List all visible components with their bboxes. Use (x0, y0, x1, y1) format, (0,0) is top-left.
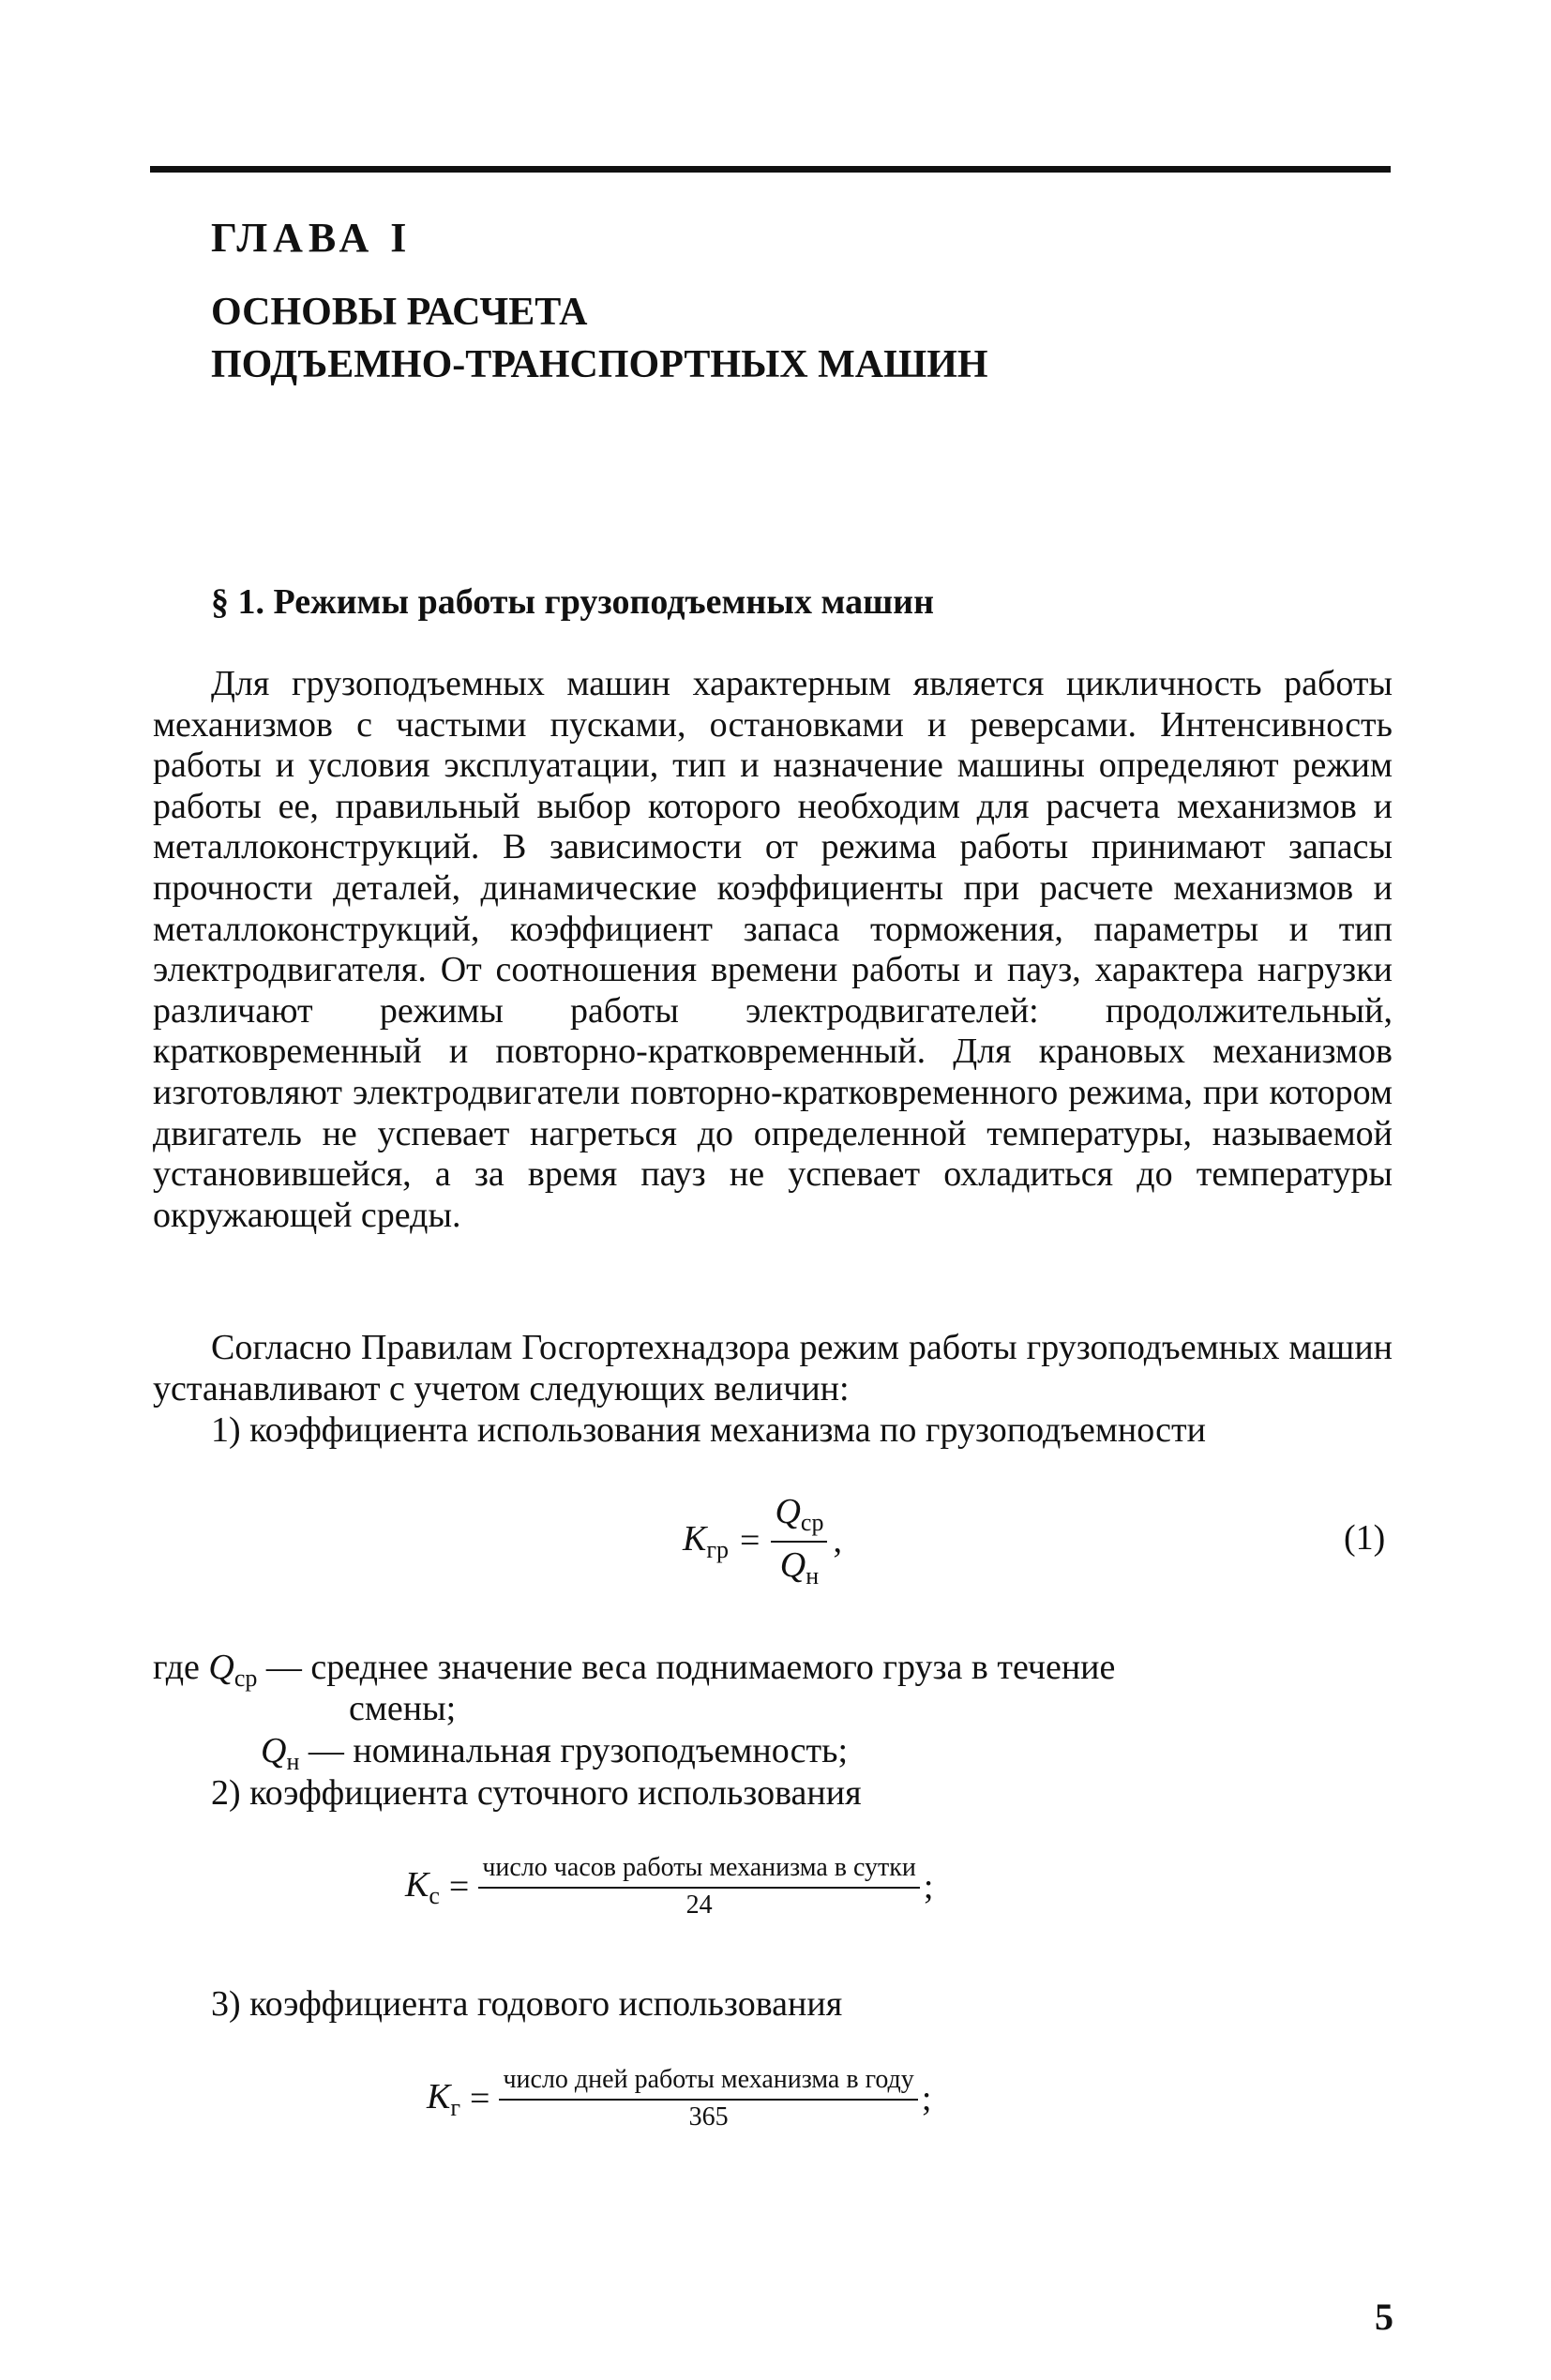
where-word: где (153, 1648, 200, 1687)
where-qnom-desc: — номинальная грузоподъемность; (308, 1731, 849, 1770)
equals-sign: = (470, 2079, 490, 2118)
formula-2-numerator: число часов работы механизма в сутки (478, 1853, 920, 1889)
paragraph-1-text: Для грузоподъемных машин характерным является цикличность работы механизмов с частыми пусками, остановками и реверсами. Интенсивность работы и условия эксплуатации, тип и назначение машины определяют режим работы ее, правильный выбор которого необходим для расчета механизмов и металлоконструкций. В зависимости от режима работы принимают запасы прочности деталей, динамические коэффициенты при расчете механизмов и металлоконструкций, коэффициент запаса торможения, параметры и тип электродвигателя. От соотношения времени работы и пауз, характера нагрузки различают режимы работы электродвигателей: продолжительный, кратковременный и повторно-кратковременный. Для крановых механизмов изготовляют электродвигатели повторно-кратковременного режима, при котором двигатель не успевает нагреться до определенной температуры, называемой установившейся, а за время пауз не успевает охладиться до температуры окружающей среды. (153, 664, 1393, 1235)
where-qavg-symbol: $Q_{ср}$ (208, 1648, 258, 1692)
formula-3 (427, 2065, 931, 2132)
chapter-title-line1: ОСНОВЫ РАСЧЕТА (211, 291, 588, 334)
formula-2-denominator: 24 (685, 1890, 713, 1920)
formula-3-numerator: число дней работы механизма в году (499, 2065, 917, 2101)
chapter-label: ГЛАВА I (211, 215, 413, 261)
semicolon: ; (923, 1867, 934, 1906)
list-item-1: 1) коэффициента использования механизма по грузоподъемности (211, 1410, 1206, 1450)
paragraph-2 (153, 1328, 1393, 1409)
where-qavg-line2: смены; (349, 1689, 457, 1728)
formula-1-fraction (771, 1491, 827, 1590)
formula-2 (405, 1853, 933, 1921)
top-rule (150, 166, 1391, 173)
paragraph-1 (153, 664, 1393, 1236)
where-qavg-line (153, 1647, 1115, 1693)
formula-1-lhs: $K_{гр}$ (683, 1518, 730, 1563)
equals-sign: = (740, 1521, 760, 1560)
comma: , (833, 1521, 842, 1560)
equation-number: (1) (1344, 1518, 1386, 1558)
formula-3-denominator: 365 (688, 2102, 729, 2131)
semicolon: ; (921, 2079, 932, 2118)
page-number: 5 (1375, 2296, 1393, 2338)
chapter-title-line2: ПОДЪЕМНО-ТРАНСПОРТНЫХ МАШИН (211, 343, 988, 386)
list-item-2: 2) коэффициента суточного использования (211, 1773, 862, 1813)
where-qavg-desc: — среднее значение веса поднимаемого груза в течение (265, 1648, 1116, 1687)
equals-sign: = (448, 1867, 470, 1906)
formula-3-lhs: $K_г$ (427, 2076, 461, 2121)
formula-3-fraction (499, 2065, 917, 2132)
section-heading: § 1. Режимы работы грузоподъемных машин (211, 582, 934, 622)
chapter-title (211, 286, 988, 391)
formula-1-denominator: $Q_н$ (779, 1545, 820, 1589)
formula-1-numerator: $Q_{ср}$ (771, 1491, 827, 1543)
formula-1 (683, 1491, 842, 1590)
paragraph-2-text: Согласно Правилам Госгортехнадзора режим работы грузоподъемных машин устанавливают с учетом следующих величин: (153, 1328, 1393, 1408)
formula-2-lhs: $K_с$ (405, 1864, 440, 1909)
where-qnom-symbol: $Q_н$ (261, 1731, 300, 1775)
list-item-3: 3) коэффициента годового использования (211, 1984, 843, 2024)
where-qnom-line (261, 1730, 848, 1776)
formula-2-fraction (478, 1853, 920, 1921)
